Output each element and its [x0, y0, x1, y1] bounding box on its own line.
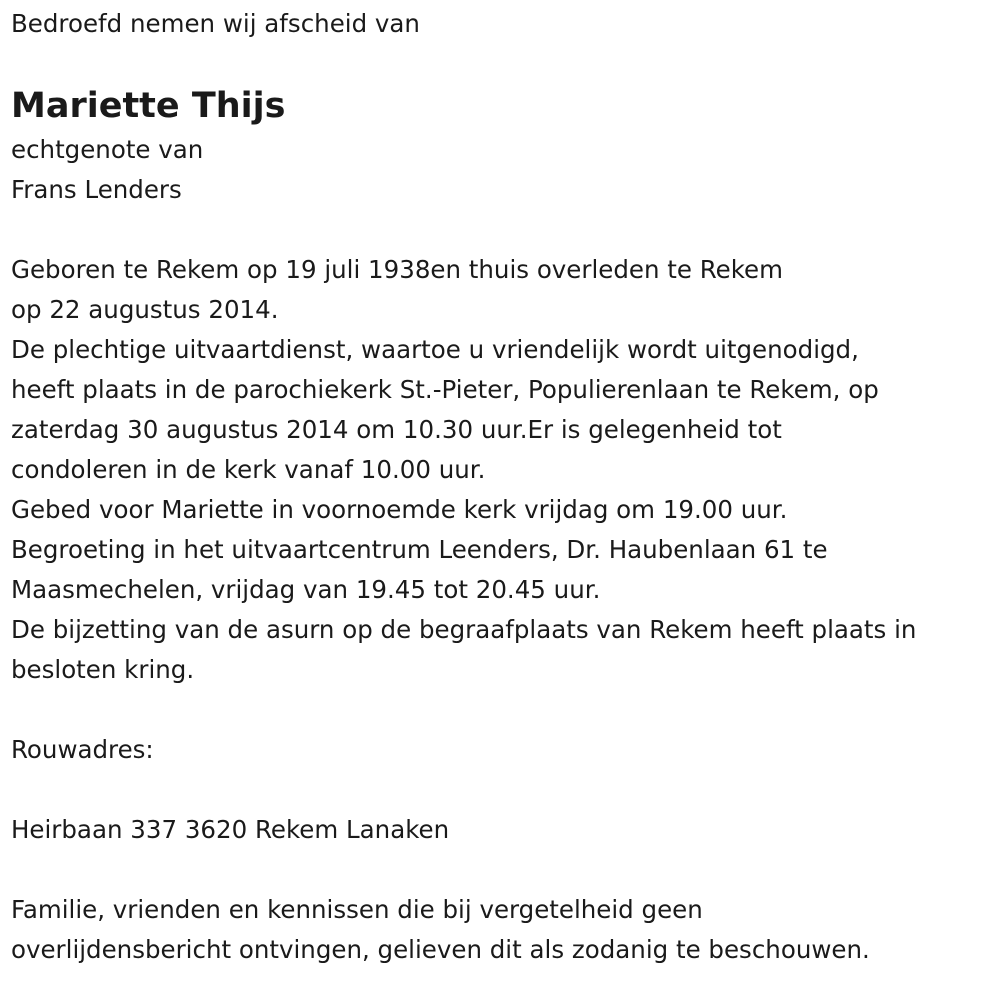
deceased-name: Mariette Thijs — [11, 86, 286, 126]
body-line: op 22 augustus 2014. — [11, 295, 279, 324]
spacer — [11, 770, 996, 810]
obituary-notice — [11, 4, 996, 970]
body-line: Geboren te Rekem op 19 juli 1938en thuis overleden te Rekem — [11, 255, 783, 284]
body-line: Maasmechelen, vrijdag van 19.45 tot 20.45 uur. — [11, 575, 601, 604]
body-line: besloten kring. — [11, 655, 195, 684]
body-line: Gebed voor Mariette in voornoemde kerk vrijdag om 19.00 uur. — [11, 495, 788, 524]
address-label: Rouwadres: — [11, 735, 154, 764]
body-line: Begroeting in het uitvaartcentrum Leenders, Dr. Haubenlaan 61 te — [11, 535, 828, 564]
closing-line: overlijdensbericht ontvingen, gelieven dit als zodanig te beschouwen. — [11, 935, 870, 964]
body-line: De bijzetting van de asurn op de begraafplaats van Rekem heeft plaats in — [11, 615, 917, 644]
body-line: condoleren in de kerk vanaf 10.00 uur. — [11, 455, 486, 484]
closing-line: Familie, vrienden en kennissen die bij vergetelheid geen — [11, 895, 703, 924]
body-line: heeft plaats in de parochiekerk St.-Pieter, Populierenlaan te Rekem, op — [11, 375, 879, 404]
spouse-name: Frans Lenders — [11, 175, 182, 204]
closing-note — [11, 890, 996, 970]
spacer — [11, 210, 996, 250]
body-line: zaterdag 30 augustus 2014 om 10.30 uur.Er is gelegenheid tot — [11, 415, 782, 444]
spacer — [11, 690, 996, 730]
body-line: De plechtige uitvaartdienst, waartoe u vriendelijk wordt uitgenodigd, — [11, 335, 859, 364]
intro-text: Bedroefd nemen wij afscheid van — [11, 9, 420, 38]
mourning-address: Heirbaan 337 3620 Rekem Lanaken — [11, 815, 450, 844]
spacer — [11, 850, 996, 890]
service-details — [11, 250, 996, 690]
spouse-label: echtgenote van — [11, 135, 204, 164]
